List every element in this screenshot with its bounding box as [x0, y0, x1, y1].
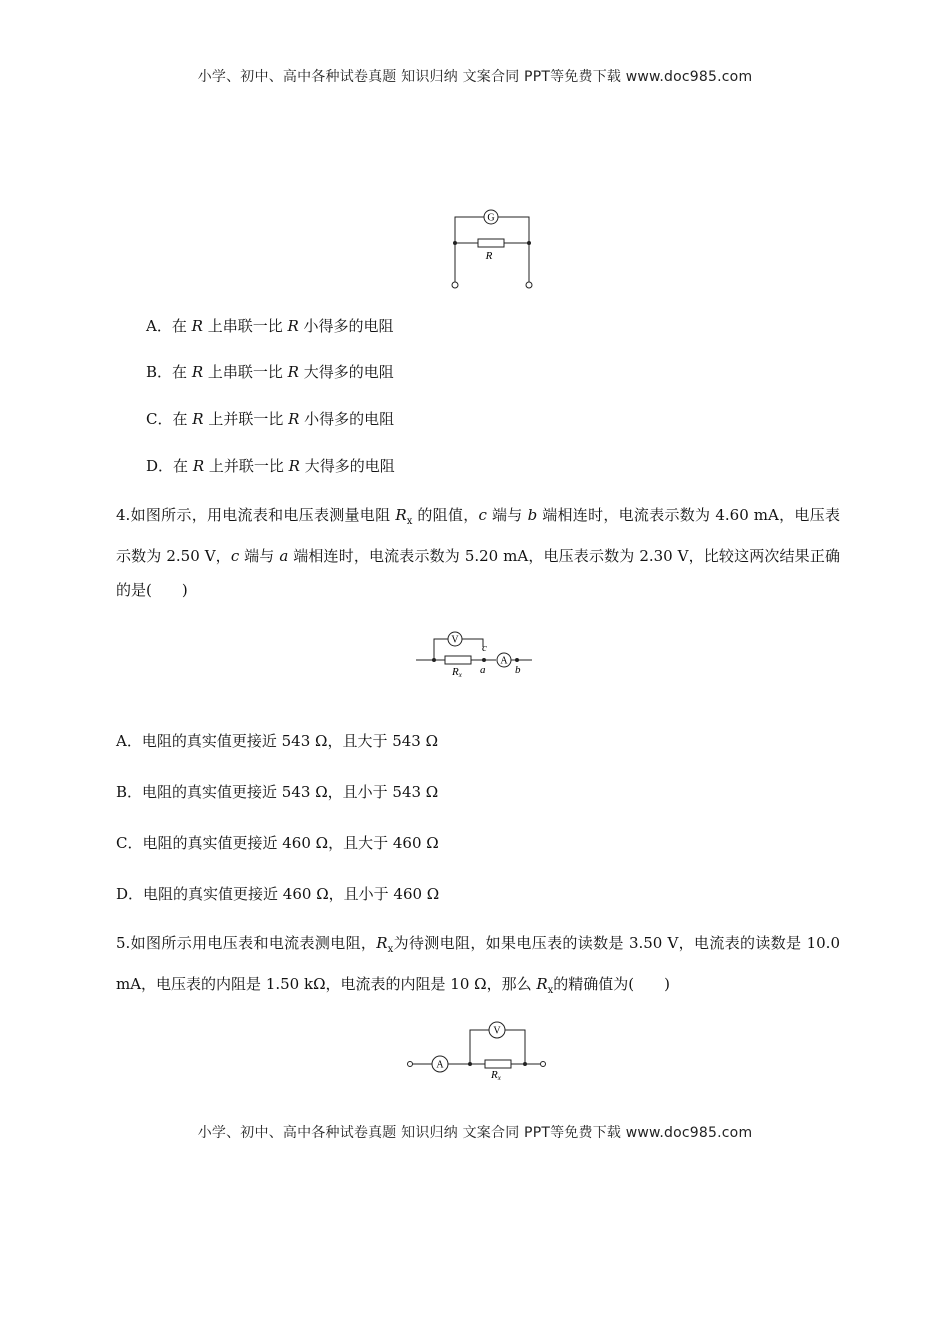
- q4-option-b[interactable]: B．电阻的真实值更接近 543 Ω，且小于 543 Ω: [116, 783, 439, 801]
- resistor-icon: [485, 1060, 511, 1068]
- resistor-label: Rx: [452, 666, 462, 679]
- q3-circuit-figure: [440, 205, 550, 295]
- voltmeter-label: V: [493, 1025, 501, 1037]
- q3-option-c[interactable]: C．在 R 上并联一比 R 小得多的电阻: [146, 410, 395, 428]
- q4-stem: 4.如图所示，用电流表和电压表测量电阻 $R_x$ 的阻值，c 端与 b 端相连时，电流表示数为 4.60 mA，电压表示数为 2.50 V，c 端与 a 端相连时，电流表示数为 5.20 mA，电压表示数为 2.30 V，比较这两次结果正确的是( ): [116, 506, 840, 599]
- ammeter-label: A: [500, 655, 508, 667]
- resistor-icon: [478, 239, 504, 247]
- q3-option-b[interactable]: B．在 R 上串联一比 R 大得多的电阻: [146, 363, 394, 381]
- terminal-a-label: a: [480, 664, 486, 676]
- q4-option-c[interactable]: C．电阻的真实值更接近 460 Ω，且大于 460 Ω: [116, 834, 439, 852]
- resistor-label: R: [485, 250, 493, 262]
- terminal-b-label: b: [515, 664, 521, 676]
- q4-option-a[interactable]: A．电阻的真实值更接近 543 Ω，且大于 543 Ω: [116, 732, 439, 750]
- q3-option-a[interactable]: A．在 R 上串联一比 R 小得多的电阻: [146, 317, 394, 335]
- ammeter-label: A: [436, 1059, 444, 1071]
- q4-option-d[interactable]: D．电阻的真实值更接近 460 Ω，且小于 460 Ω: [116, 885, 440, 903]
- resistor-label: Rx: [491, 1069, 501, 1082]
- q3-option-d[interactable]: D．在 R 上并联一比 R 大得多的电阻: [146, 457, 395, 475]
- q4-circuit-figure: [412, 625, 537, 680]
- q5-circuit-figure: [404, 1018, 549, 1083]
- resistor-icon: [445, 656, 471, 664]
- q5-stem: 5.如图所示用电压表和电流表测电阻，$R_x$为待测电阻，如果电压表的读数是 3.50 V，电流表的读数是 10.0 mA，电压表的内阻是 1.50 kΩ，电流表的内阻是 10 Ω，那么 $R_x$的精确值为( ): [116, 934, 840, 996]
- page-footer: 小学、初中、高中各种试卷真题 知识归纳 文案合同 PPT等免费下载 www.doc985.com: [197, 1125, 753, 1141]
- page-header: 小学、初中、高中各种试卷真题 知识归纳 文案合同 PPT等免费下载 www.doc985.com: [197, 69, 753, 85]
- terminal-c-label: c: [482, 642, 487, 654]
- voltmeter-label: V: [451, 634, 459, 646]
- galvanometer-label: G: [487, 212, 495, 224]
